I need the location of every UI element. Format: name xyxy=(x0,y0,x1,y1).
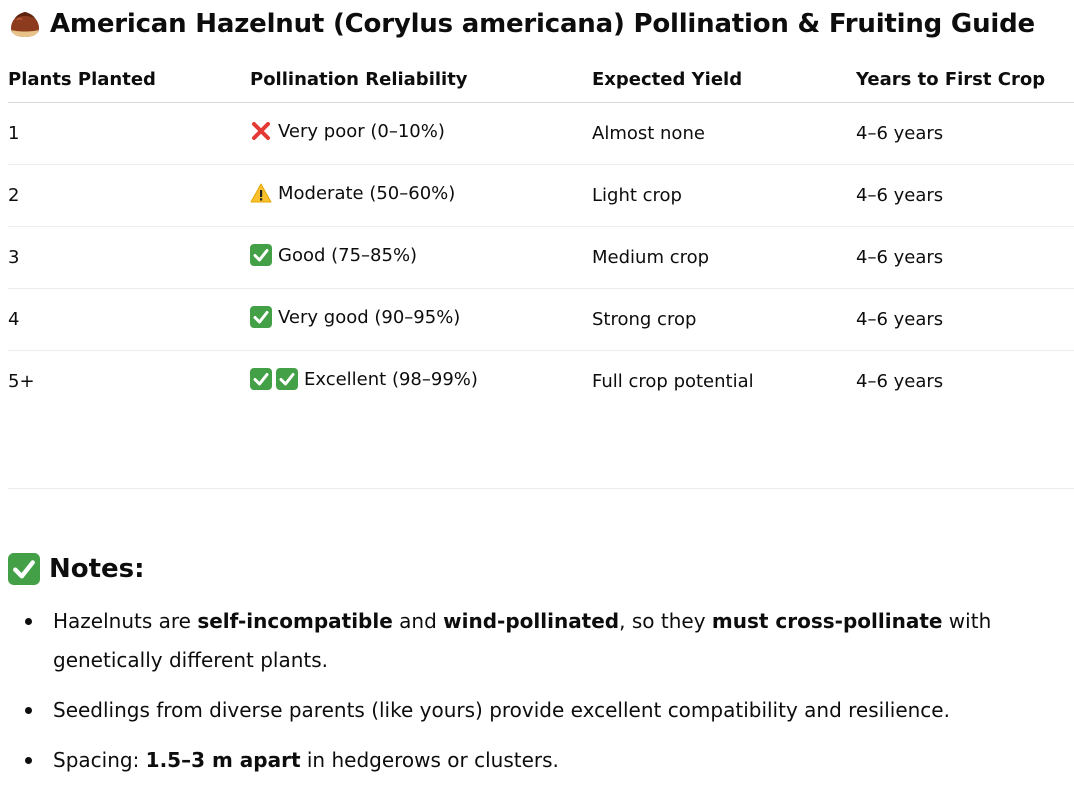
check-mark-icon xyxy=(250,244,272,266)
bullet-icon xyxy=(25,757,32,764)
cell-yield: Medium crop xyxy=(592,227,856,289)
note-text: in hedgerows or clusters. xyxy=(300,748,559,772)
list-item xyxy=(8,691,1074,730)
check-mark-icon xyxy=(8,553,40,585)
notes-heading-text: Notes: xyxy=(49,554,145,584)
header-expected-yield: Expected Yield xyxy=(592,56,856,103)
note-text: with genetically different plants. xyxy=(53,609,992,672)
reliability-text: Excellent (98–99%) xyxy=(304,368,478,390)
cell-reliability xyxy=(250,103,592,165)
bullet-icon xyxy=(25,707,32,714)
table-header-row xyxy=(8,56,1074,103)
page xyxy=(8,0,1074,772)
chestnut-icon xyxy=(8,8,42,40)
cell-years: 4–6 years xyxy=(856,371,944,392)
check-mark-icon xyxy=(276,368,298,390)
reliability-text: Good (75–85%) xyxy=(278,244,418,266)
note-bold: 1.5–3 m apart xyxy=(145,748,301,772)
reliability-text: Very good (90–95%) xyxy=(278,306,461,328)
cell-years: 4–6 years xyxy=(856,227,1074,289)
list-item xyxy=(8,602,1074,680)
warning-icon xyxy=(250,182,272,204)
reliability-text: Moderate (50–60%) xyxy=(278,182,456,204)
notes-section xyxy=(8,548,1074,772)
cell-years: 4–6 years xyxy=(856,289,1074,351)
table-row xyxy=(8,289,1074,351)
note-bold: self-incompatible xyxy=(197,609,393,633)
check-mark-icon xyxy=(250,368,272,390)
table-row xyxy=(8,165,1074,227)
note-text: Hazelnuts are xyxy=(53,609,198,633)
cell-years: 4–6 years xyxy=(856,103,1074,165)
notes-list xyxy=(8,602,1074,791)
table-row xyxy=(8,351,1074,413)
note-text: and xyxy=(392,609,444,633)
pollination-table xyxy=(8,56,1074,412)
cell-yield: Strong crop xyxy=(592,289,856,351)
cell-yield: Full crop potential xyxy=(592,371,754,392)
header-plants-planted: Plants Planted xyxy=(8,56,250,103)
list-item xyxy=(8,741,1074,780)
cell-plants: 5+ xyxy=(8,371,35,392)
table-row xyxy=(8,103,1074,165)
note-bold: wind-pollinated xyxy=(443,609,620,633)
cell-yield: Almost none xyxy=(592,103,856,165)
table-row xyxy=(8,227,1074,289)
cell-plants: 4 xyxy=(8,289,250,351)
cell-plants: 2 xyxy=(8,165,250,227)
cell-reliability xyxy=(250,227,592,289)
cell-reliability xyxy=(250,351,592,413)
bullet-icon xyxy=(25,618,32,625)
notes-heading xyxy=(8,548,1074,590)
reliability-text: Very poor (0–10%) xyxy=(278,120,445,142)
section-divider xyxy=(8,488,1074,489)
cell-years: 4–6 years xyxy=(856,165,1074,227)
cross-mark-icon xyxy=(250,120,272,142)
page-title xyxy=(8,0,1074,48)
header-years-to-first-crop: Years to First Crop xyxy=(856,56,1074,103)
cell-plants: 3 xyxy=(8,227,250,289)
cell-plants: 1 xyxy=(8,103,250,165)
cell-yield: Light crop xyxy=(592,165,856,227)
note-text: , so they xyxy=(619,609,712,633)
header-pollination-reliability: Pollination Reliability xyxy=(250,56,592,103)
note-text: Spacing: xyxy=(53,748,146,772)
note-text: Seedlings from diverse parents (like yours) provide excellent compatibility and resilience. xyxy=(53,698,950,722)
check-mark-icon xyxy=(250,306,272,328)
cell-reliability xyxy=(250,165,592,227)
title-text: American Hazelnut (Corylus americana) Pollination & Fruiting Guide xyxy=(50,9,1035,39)
cell-reliability xyxy=(250,289,592,351)
note-bold: must cross-pollinate xyxy=(711,609,943,633)
